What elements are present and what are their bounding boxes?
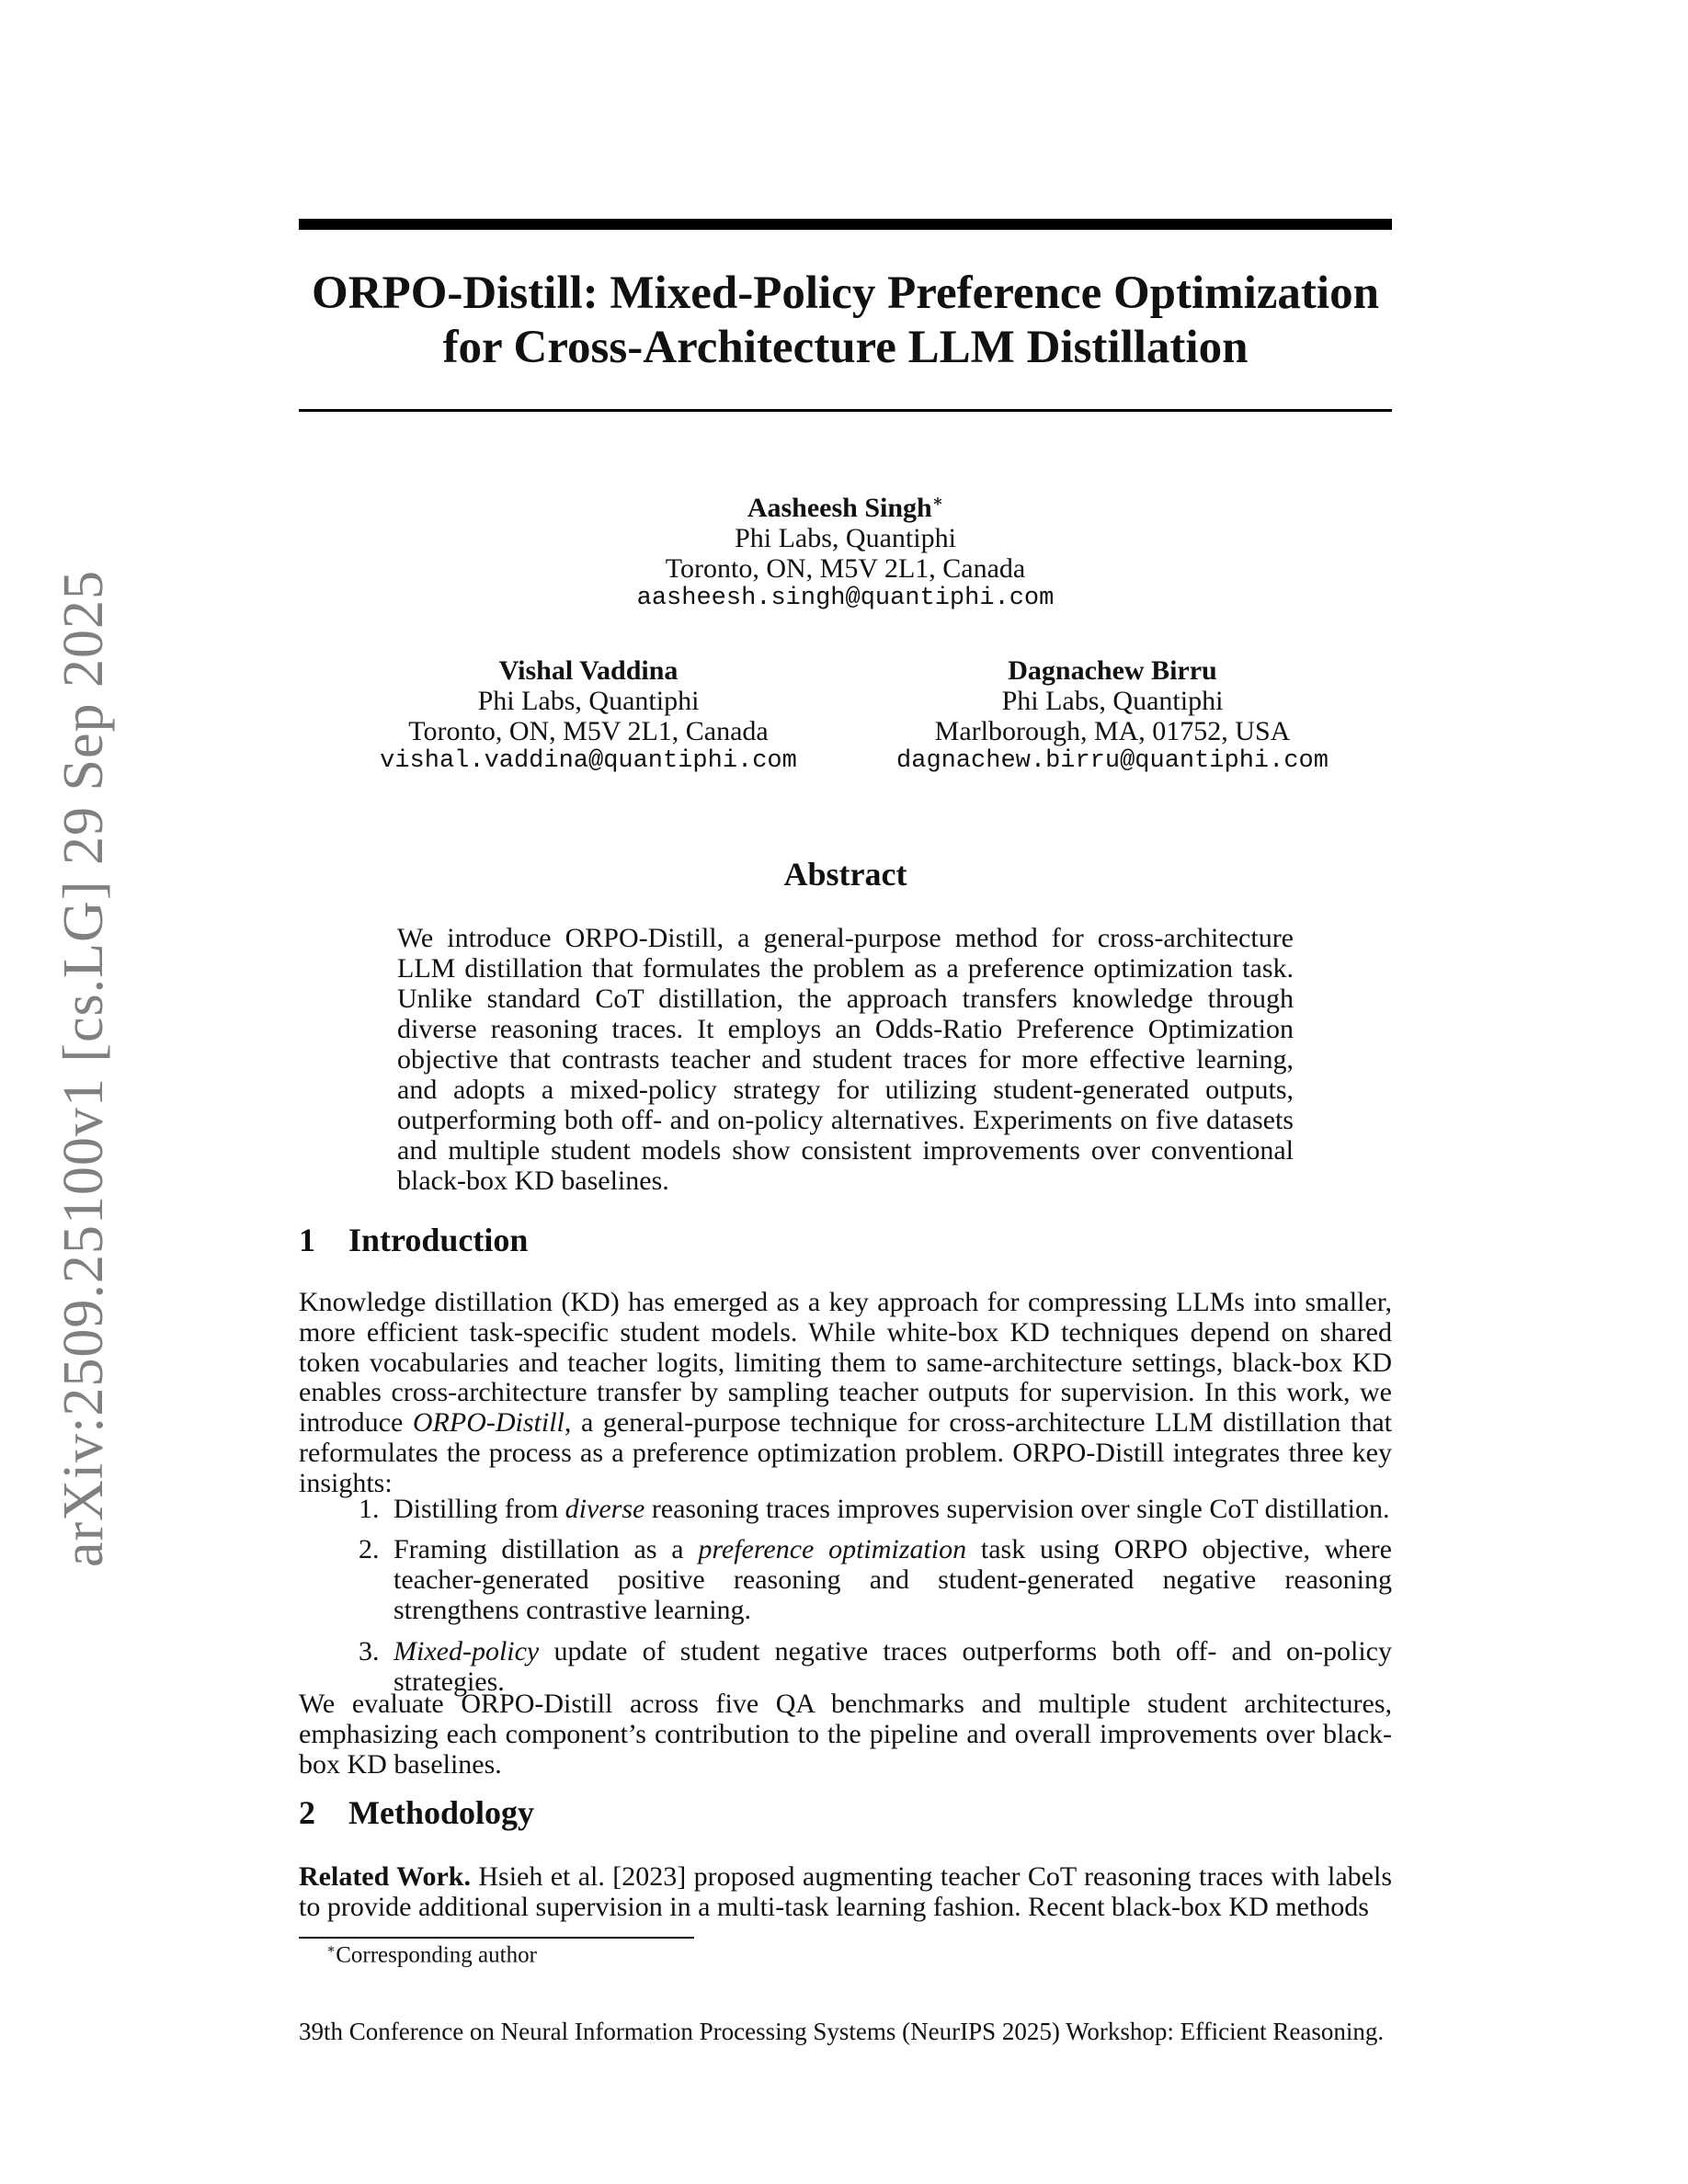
author-name: Aasheesh Singh	[747, 493, 932, 523]
section-title: Methodology	[348, 1794, 534, 1831]
emphasis: diverse	[565, 1494, 645, 1524]
list-item	[359, 1494, 1392, 1525]
footnote-rule	[299, 1937, 694, 1939]
author-address: Marlborough, MA, 01752, USA	[934, 716, 1291, 746]
arxiv-identifier: arXiv:2509.25100v1 [cs.LG] 29 Sep 2025	[52, 570, 115, 1567]
text-run: Knowledge distillation (KD) has emerged as a key approach for compressing LLMs into smaller, more efficient task-specific student models. While white-box KD techniques depend on shared token vocabularies and teacher logits, limiting them to same-architecture settings, black-box KD enables cross-architecture transfer by sampling teacher outputs for supervision. In this work, we introduce	[299, 1287, 1392, 1439]
title-bottom-rule	[299, 409, 1392, 412]
section-heading-introduction	[299, 1221, 528, 1259]
paragraph-lead: Related Work.	[299, 1861, 471, 1892]
text-run: Hsieh et al. [2023] proposed augmenting teacher CoT reasoning traces with labels to provide additional supervision in a multi-task learning fashion. Recent black-box KD methods	[299, 1861, 1393, 1922]
author-affiliation: Phi Labs, Quantiphi	[1001, 686, 1224, 716]
intro-paragraph	[299, 1288, 1392, 1499]
intro-closing-paragraph: We evaluate ORPO-Distill across five QA benchmarks and multiple student architectures, emphasizing each component’s contribution to the pipeline and overall improvements over black-box KD baselines.	[299, 1689, 1392, 1780]
paper-title	[299, 267, 1392, 375]
section-heading-methodology	[299, 1793, 534, 1832]
emphasis: Mixed-policy	[393, 1636, 540, 1666]
related-work-paragraph	[299, 1862, 1392, 1923]
emphasis: ORPO-Distill	[412, 1407, 565, 1439]
author-email[interactable]: aasheesh.singh@quantiphi.com	[636, 585, 1055, 612]
author-name: Dagnachew Birru	[1008, 655, 1217, 686]
title-line-2: for Cross-Architecture LLM Distillation	[442, 322, 1249, 373]
venue-footer: 39th Conference on Neural Information Processing Systems (NeurIPS 2025) Workshop: Efficient Reasoning.	[299, 2018, 1385, 2045]
list-item	[359, 1534, 1392, 1625]
author-block	[299, 486, 1392, 614]
author-affiliation: Phi Labs, Quantiphi	[477, 686, 700, 716]
text-run: Distilling from	[393, 1494, 565, 1524]
text-run: Framing distillation as a	[393, 1534, 699, 1564]
abstract-text: We introduce ORPO-Distill, a general-purpose method for cross-architecture LLM distillation that formulates the problem as a preference optimization task. Unlike standard CoT distillation, the approach transfers knowledge through diverse reasoning traces. It employs an Odds-Ratio Preference Optimization objective that contrasts teacher and student traces for more effective learning, and adopts a mixed-policy strategy for utilizing student-generated outputs, outperforming both off- and on-policy alternatives. Experiments on five datasets and multiple student models show consistent improvements over conventional black-box KD baselines.	[397, 923, 1294, 1196]
author-affiliation: Phi Labs, Quantiphi	[735, 523, 956, 553]
list-number: 1.	[359, 1494, 380, 1524]
section-number: 2	[299, 1794, 315, 1831]
section-title: Introduction	[348, 1222, 529, 1258]
list-number: 2.	[359, 1534, 380, 1564]
author-name: Vishal Vaddina	[498, 655, 679, 686]
title-line-1: ORPO-Distill: Mixed-Policy Preference Optimization	[312, 267, 1379, 319]
author-email[interactable]: dagnachew.birru@quantiphi.com	[896, 747, 1329, 775]
footnote	[326, 1940, 537, 1968]
text-run: update of student negative traces outperforms both off- and on-policy strategies.	[393, 1636, 1392, 1697]
author-email[interactable]: vishal.vaddina@quantiphi.com	[380, 747, 797, 775]
text-run: reasoning traces improves supervision over single CoT distillation.	[644, 1494, 1390, 1524]
footnote-marker: ∗	[326, 1942, 336, 1957]
author-block	[855, 655, 1370, 777]
footnote-marker: ∗	[931, 492, 944, 510]
title-top-rule	[299, 219, 1392, 230]
author-block	[349, 655, 827, 777]
author-address: Toronto, ON, M5V 2L1, Canada	[665, 553, 1026, 584]
list-number: 3.	[359, 1636, 380, 1666]
emphasis: preference optimization	[698, 1534, 967, 1564]
text-run: task using ORPO objective, where teacher-generated positive reasoning and student-generated negative reasoning strengthens contrastive learning.	[393, 1534, 1392, 1625]
text-run: , a general-purpose technique for cross-architecture LLM distillation that reformulates the process as a preference optimization problem. ORPO-Distill integrates three key insights:	[299, 1407, 1392, 1498]
author-address: Toronto, ON, M5V 2L1, Canada	[408, 716, 769, 746]
footnote-text: Corresponding author	[336, 1942, 537, 1968]
abstract-heading: Abstract	[783, 856, 907, 893]
section-number: 1	[299, 1222, 315, 1258]
